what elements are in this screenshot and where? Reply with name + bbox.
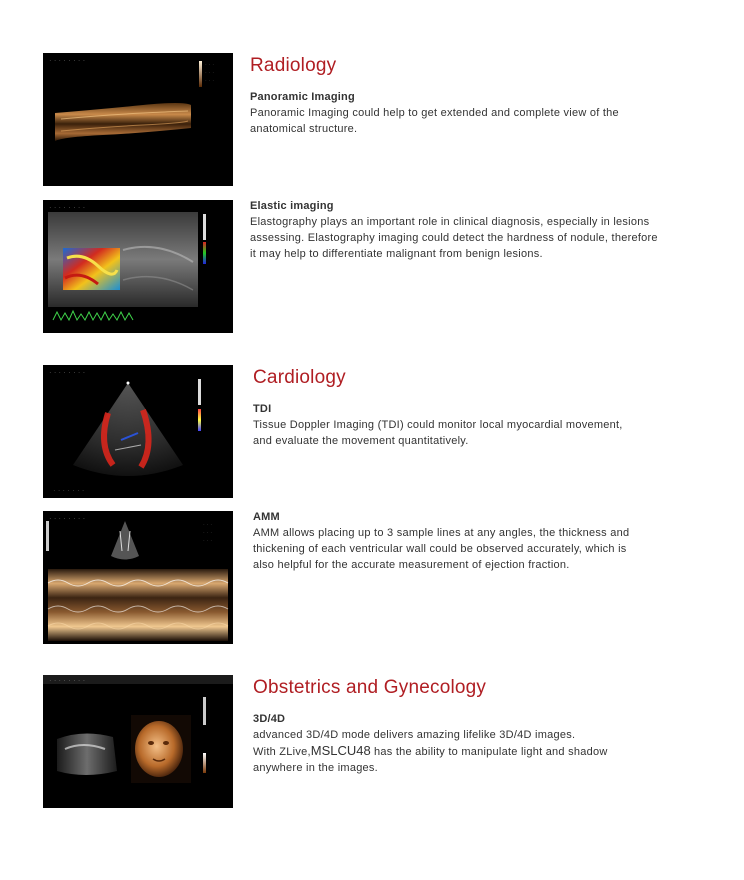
desc-line: also helpful for the accurate measurement of ejection fraction. (253, 559, 570, 571)
desc-line: thickening of each ventricular wall could be observed accurately, which is (253, 543, 627, 555)
desc-elastic (250, 214, 690, 262)
desc-amm (253, 525, 693, 573)
desc-line-zlive (253, 743, 693, 760)
section-title-cardiology: Cardiology (253, 367, 346, 388)
subtitle-amm: AMM (253, 511, 280, 523)
radiology-section (250, 55, 690, 137)
desc-line: Tissue Doppler Imaging (TDI) could monitor local myocardial movement, (253, 419, 623, 431)
desc-line: it may help to differentiate malignant from benign lesions. (250, 248, 543, 260)
subtitle-panoramic: Panoramic Imaging (250, 91, 355, 103)
svg-text:. . . . . . .: . . . . . . . (53, 487, 85, 492)
svg-text:. . . . . . . .: . . . . . . . . (49, 677, 86, 682)
svg-text:. . .: . . . (203, 522, 213, 526)
desc-line: anywhere in the images. (253, 762, 378, 774)
subtitle-3d4d: 3D/4D (253, 713, 286, 725)
section-title-obgyn: Obstetrics and Gynecology (253, 677, 487, 698)
fetus-3d-image (43, 675, 233, 808)
svg-text:. . . . . . . .: . . . . . . . . (49, 515, 86, 520)
desc-line: Elastography plays an important role in clinical diagnosis, especially in lesions (250, 216, 650, 228)
desc-line: anatomical structure. (250, 123, 358, 135)
desc-line: and evaluate the movement quantitatively. (253, 435, 469, 447)
amm-image (43, 511, 233, 644)
desc-3d4d (253, 727, 693, 776)
svg-text:. . .: . . . (205, 62, 215, 66)
panoramic-image (43, 53, 233, 186)
cardiology-section (253, 367, 693, 449)
obgyn-section (253, 677, 693, 776)
svg-text:. . . . . . . .: . . . . . . . . (49, 369, 86, 374)
desc-line: advanced 3D/4D mode delivers amazing lifelike 3D/4D images. (253, 729, 576, 741)
tdi-image (43, 365, 233, 498)
desc-tdi (253, 417, 693, 449)
desc-line: assessing. Elastography imaging could detect the hardness of nodule, therefore (250, 232, 658, 244)
svg-text:. . .: . . . (205, 78, 215, 82)
desc-panoramic (250, 105, 690, 137)
desc-line: Panoramic Imaging could help to get extended and complete view of the (250, 107, 619, 119)
subtitle-tdi: TDI (253, 403, 272, 415)
section-title-radiology: Radiology (250, 55, 337, 76)
zlive-suffix: has the ability to manipulate light and shadow (370, 746, 608, 758)
zlive-prefix: With ZLive, (253, 746, 311, 758)
elastic-item (250, 200, 690, 262)
svg-text:. . .: . . . (203, 538, 213, 542)
svg-text:. . .: . . . (205, 70, 215, 74)
product-brand: MSLCU48 (310, 743, 371, 758)
svg-text:. . . . . . . .: . . . . . . . . (49, 204, 86, 209)
subtitle-elastic: Elastic imaging (250, 200, 334, 212)
elastography-image (43, 200, 233, 333)
amm-item (253, 511, 693, 573)
svg-text:. . .: . . . (203, 530, 213, 534)
desc-line: AMM allows placing up to 3 sample lines at any angles, the thickness and (253, 527, 630, 539)
svg-text:. . . . . . . .: . . . . . . . . (49, 57, 86, 62)
